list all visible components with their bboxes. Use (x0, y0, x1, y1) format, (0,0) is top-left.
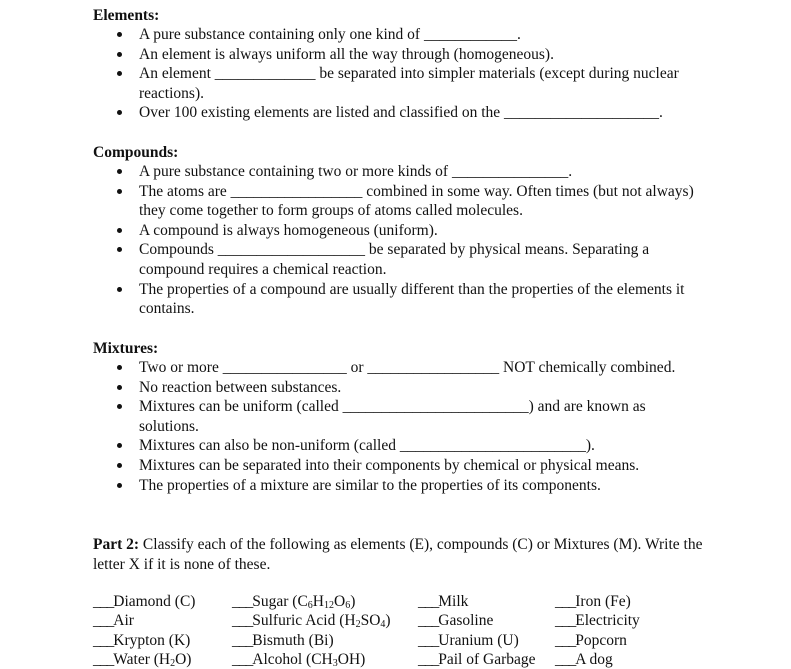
part2-text: Classify each of the following as elements (E), compounds (C) or Mixtures (M). Write the letter X if it is none of these. (93, 536, 703, 573)
classify-item: ___Uranium (U) (418, 631, 519, 649)
list-item: The atoms are _________________ combined in some way. Often times (but not always) they come together to form groups of atoms called molecules. (0, 182, 699, 221)
answer-blank[interactable]: ___ (555, 650, 576, 668)
bullet-icon (117, 110, 122, 115)
bullet-icon (117, 228, 122, 233)
classify-item: ___Sugar $(C_6H_{12}O_6)$ (232, 593, 356, 611)
list-item: Mixtures can be separated into their components by chemical or physical means. (0, 456, 699, 476)
column-1 (93, 592, 195, 669)
answer-blank[interactable]: ___ (232, 593, 253, 610)
classify-item: ___Sulfuric Acid $(H_2SO_4)$ (232, 612, 391, 631)
classify-item: ___Pail of Garbage (418, 650, 536, 668)
list-item: The properties of a mixture are similar to the properties of its components. (0, 476, 699, 496)
classify-item: ___Diamond (C) (93, 593, 196, 610)
list-item: An element is always uniform all the way through (homogeneous). (0, 45, 699, 65)
bullet-icon (117, 483, 122, 488)
classify-item: ___Alcohol $(CH_3OH)$ (232, 650, 366, 669)
classify-item: ___Popcorn (555, 631, 627, 649)
list-item: Over 100 existing elements are listed and classified on the ____________________. (0, 103, 699, 123)
bullet-icon (117, 443, 122, 448)
answer-blank[interactable]: ___ (93, 650, 114, 668)
compounds-list (0, 162, 791, 319)
bullet-icon (117, 463, 122, 468)
answer-blank[interactable]: ___ (232, 612, 253, 630)
mixtures-list (0, 358, 791, 495)
classify-item: ___Krypton (K) (93, 631, 191, 649)
answer-blank[interactable]: ___ (418, 631, 439, 649)
bullet-icon (117, 404, 122, 409)
heading-mixtures: Mixtures: (93, 340, 159, 357)
classify-item: ___Air (93, 612, 134, 630)
answer-blank[interactable]: ___ (418, 593, 439, 610)
bullet-icon (117, 287, 122, 292)
part2-label: Part 2: (93, 536, 140, 553)
list-item: An element _____________ be separated into simpler materials (except during nuclear reactions). (0, 64, 699, 103)
elements-list (0, 25, 791, 123)
list-item: Mixtures can be uniform (called ________________________) and are known as solutions. (0, 397, 699, 436)
classify-item: ___Iron (Fe) (555, 593, 631, 610)
answer-blank[interactable]: ___ (93, 631, 114, 649)
bullet-icon (117, 385, 122, 390)
classify-item: ___Gasoline (418, 612, 494, 630)
heading-compounds: Compounds: (93, 144, 179, 161)
classify-item: ___Electricity (555, 612, 640, 630)
part2-instructions (93, 535, 713, 574)
answer-blank[interactable]: ___ (232, 650, 253, 668)
bullet-icon (117, 52, 122, 57)
bullet-icon (117, 169, 122, 174)
answer-blank[interactable]: ___ (418, 650, 439, 668)
bullet-icon (117, 189, 122, 194)
list-item: Compounds ___________________ be separated by physical means. Separating a compound requires a chemical reaction. (0, 240, 699, 279)
bullet-icon (117, 365, 122, 370)
list-item: No reaction between substances. (0, 378, 699, 398)
list-item: Mixtures can also be non-uniform (called ________________________). (0, 436, 699, 456)
column-2 (232, 592, 391, 669)
heading-elements: Elements: (93, 7, 160, 24)
classify-item: ___Bismuth (Bi) (232, 631, 334, 649)
answer-blank[interactable]: ___ (232, 631, 253, 649)
classify-item: ___Milk (418, 593, 469, 610)
classify-item: ___Water $(H_2O)$ (93, 650, 192, 669)
answer-blank[interactable]: ___ (93, 593, 114, 610)
answer-blank[interactable]: ___ (418, 612, 439, 630)
bullet-icon (117, 247, 122, 252)
column-3 (418, 592, 536, 669)
answer-blank[interactable]: ___ (555, 631, 576, 649)
column-4 (555, 592, 640, 669)
bullet-icon (117, 32, 122, 37)
answer-blank[interactable]: ___ (555, 593, 576, 610)
list-item: A compound is always homogeneous (uniform). (0, 221, 699, 241)
list-item: The properties of a compound are usually different than the properties of the elements it contains. (0, 280, 699, 319)
list-item: A pure substance containing only one kind of ____________. (0, 25, 699, 45)
classify-item: ___A dog (555, 650, 613, 668)
bullet-icon (117, 71, 122, 76)
list-item: A pure substance containing two or more kinds of _______________. (0, 162, 699, 182)
answer-blank[interactable]: ___ (93, 612, 114, 630)
answer-blank[interactable]: ___ (555, 612, 576, 630)
list-item: Two or more ________________ or _________________ NOT chemically combined. (0, 358, 699, 378)
